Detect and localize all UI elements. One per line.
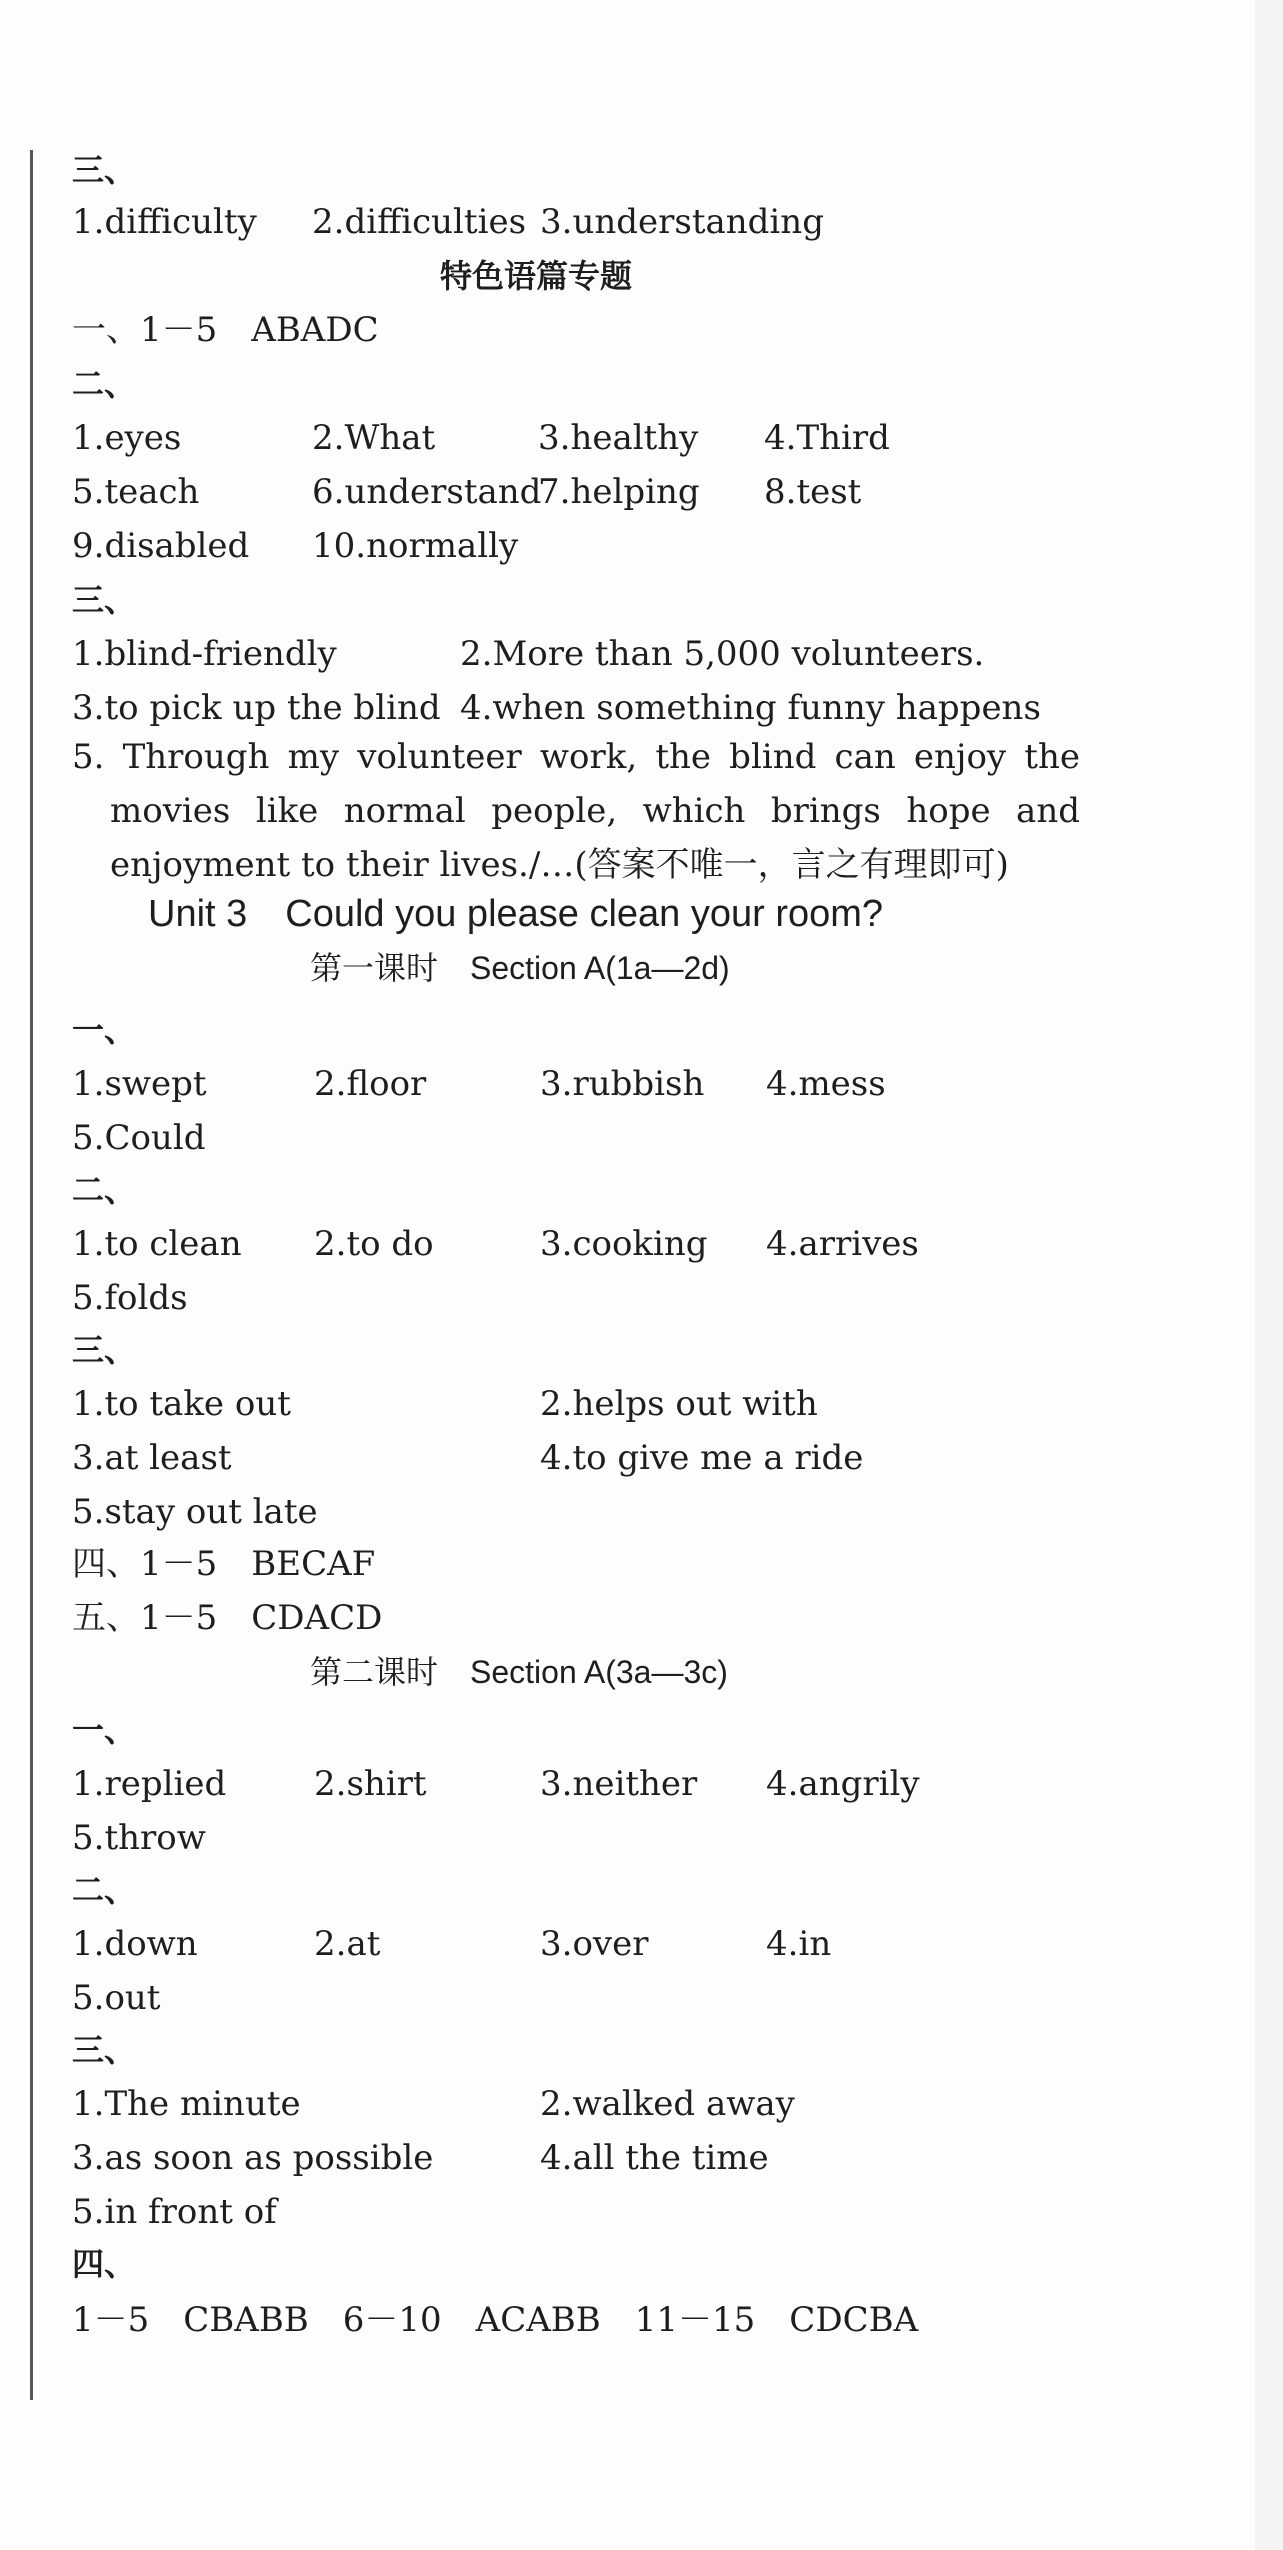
answer-item: 9.disabled — [72, 526, 250, 566]
answer-item: 4.Third — [764, 418, 890, 458]
answer-item: 6.understand — [312, 472, 542, 512]
answer-item: 2.What — [312, 418, 436, 458]
answer-item: 3.as soon as possible — [72, 2138, 434, 2178]
answer-item: 4.arrives — [766, 1224, 919, 1264]
answer-item: 2.floor — [314, 1064, 427, 1104]
answer-item: 4.all the time — [540, 2138, 769, 2178]
answer-item: 1.to clean — [72, 1224, 242, 1264]
answer-item: 4.angrily — [766, 1764, 920, 1804]
answer-item: 10.normally — [312, 526, 519, 566]
answer-item: 3.understanding — [540, 202, 824, 242]
answer-item: 3.at least — [72, 1438, 232, 1478]
answer-item: 1.difficulty — [72, 202, 257, 242]
answer-item: 2.More than 5,000 volunteers. — [460, 634, 985, 674]
answer-item: 5.out — [72, 1978, 161, 2018]
answer-item: 5.folds — [72, 1278, 188, 1318]
page-edge — [1255, 0, 1283, 2550]
answer-item: 3.neither — [540, 1764, 698, 1804]
answer-item: 5.in front of — [72, 2192, 277, 2232]
answer-item: 7.helping — [538, 472, 700, 512]
answer-item: 2.at — [314, 1924, 381, 1964]
answer-item: 5.throw — [72, 1818, 206, 1858]
section-heading-3: 三、 — [72, 151, 137, 189]
answer-item: 1.replied — [72, 1764, 227, 1804]
section-heading-2: 二、 — [72, 1171, 137, 1209]
section-heading-2: 二、 — [72, 365, 137, 403]
section-heading-1: 一、 — [72, 1011, 137, 1049]
unit-title: Unit 3 Could you please clean your room? — [148, 893, 884, 935]
answer-item: 1.down — [72, 1924, 198, 1964]
section-heading-3: 三、 — [72, 2031, 137, 2069]
section-heading-3: 三、 — [72, 1331, 137, 1369]
answer-item: 4.mess — [766, 1064, 886, 1104]
answer-item: 4.when something funny happens — [460, 688, 1041, 728]
lesson-title: 第一课时 Section A(1a—2d) — [310, 950, 730, 986]
answer-item: 1.blind-friendly — [72, 634, 337, 674]
section-heading-3: 三、 — [72, 581, 137, 619]
answer-item: 1.swept — [72, 1064, 207, 1104]
section-heading-5: 五、1－5 CDACD — [72, 1598, 383, 1638]
answer-item: 2.walked away — [540, 2084, 795, 2124]
answer-item: 4.in — [766, 1924, 832, 1964]
answer-item: 5.Could — [72, 1118, 206, 1158]
section-heading-4: 四、 — [72, 2245, 137, 2283]
answer-item: 1.eyes — [72, 418, 182, 458]
answer-item: 2.to do — [314, 1224, 434, 1264]
answer-item: 3.rubbish — [540, 1064, 705, 1104]
section-heading-1: 一、1－5 ABADC — [72, 310, 379, 350]
special-topic-title: 特色语篇专题 — [440, 257, 633, 295]
answer-item: 2.helps out with — [540, 1384, 818, 1424]
answer-item: 2.difficulties — [312, 202, 527, 242]
section-heading-1: 一、 — [72, 1711, 137, 1749]
answer-item: 8.test — [764, 472, 862, 512]
answer-item: 4.to give me a ride — [540, 1438, 864, 1478]
answer-paragraph: 5. Through my volunteer work, the blind can enjoy the movies like normal people, which brings hope and enjoyment to their lives./…(答案不唯一，言之有理即可) — [72, 737, 1080, 885]
answer-item: 1.The minute — [72, 2084, 301, 2124]
margin-line — [30, 150, 33, 2400]
answer-item: 2.shirt — [314, 1764, 427, 1804]
answer-item: 3.cooking — [540, 1224, 708, 1264]
section-heading-4: 四、1－5 BECAF — [72, 1544, 376, 1584]
answer-item: 1.to take out — [72, 1384, 291, 1424]
answer-line: 1－5 CBABB 6－10 ACABB 11－15 CDCBA — [72, 2300, 919, 2340]
answer-item: 3.over — [540, 1924, 649, 1964]
answer-item: 3.healthy — [538, 418, 699, 458]
lesson-title: 第二课时 Section A(3a—3c) — [310, 1654, 728, 1690]
answer-item: 5.stay out late — [72, 1492, 318, 1532]
answer-item: 5.teach — [72, 472, 200, 512]
answer-item: 3.to pick up the blind — [72, 688, 441, 728]
section-heading-2: 二、 — [72, 1871, 137, 1909]
